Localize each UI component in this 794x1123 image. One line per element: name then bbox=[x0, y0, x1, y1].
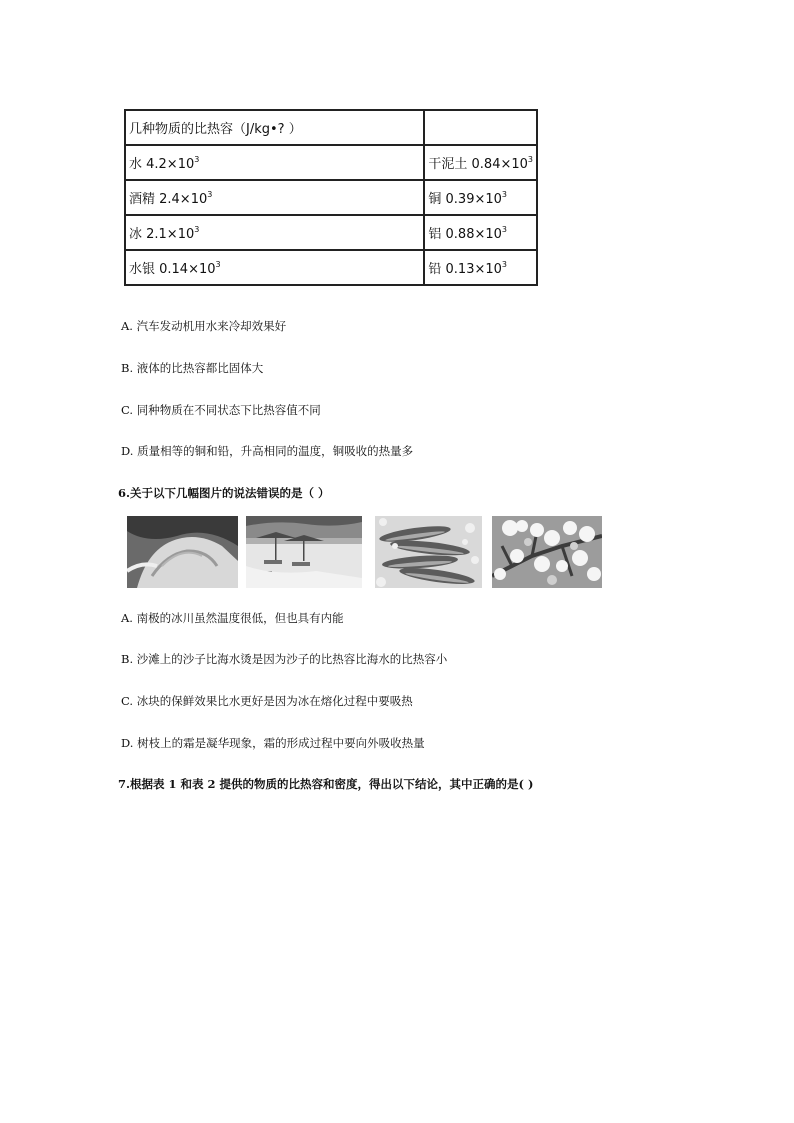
specific-heat-table bbox=[124, 109, 538, 286]
cell-exponent: 3 bbox=[501, 225, 507, 234]
cell-text: 冰 2.1×10 bbox=[129, 227, 195, 242]
q5-option-d: D. 质量相等的铜和铅，升高相同的温度，铜吸收的热量多 bbox=[121, 444, 414, 458]
table-row bbox=[125, 180, 537, 215]
q6-option-b: B. 沙滩上的沙子比海水烫是因为沙子的比热容比海水的比热容小 bbox=[121, 652, 448, 666]
q6-option-c: C. 冰块的保鲜效果比水更好是因为冰在熔化过程中要吸热 bbox=[121, 694, 413, 708]
cell-exponent: 3 bbox=[194, 155, 200, 164]
fish-on-ice-photo bbox=[375, 516, 482, 588]
table-cell bbox=[424, 250, 537, 285]
cell-exponent: 3 bbox=[527, 155, 533, 164]
table-header: 几种物质的比热容（J/kg•? ） bbox=[125, 110, 424, 145]
table-cell bbox=[125, 180, 424, 215]
q6-stem: 6.关于以下几幅图片的说法错误的是（ ） bbox=[118, 486, 330, 500]
beach-photo bbox=[246, 516, 362, 588]
cell-text: 铜 0.39×10 bbox=[428, 192, 502, 207]
q5-option-a: A. 汽车发动机用水来冷却效果好 bbox=[121, 319, 287, 333]
cell-exponent: 3 bbox=[501, 260, 507, 269]
q5-option-b: B. 液体的比热容都比固体大 bbox=[121, 361, 264, 375]
table-cell bbox=[125, 215, 424, 250]
table-cell bbox=[125, 145, 424, 180]
cell-text: 铝 0.88×10 bbox=[428, 227, 502, 242]
table-header-empty-cell bbox=[424, 110, 537, 145]
table-row bbox=[125, 145, 537, 180]
cell-text: 酒精 2.4×10 bbox=[129, 192, 208, 207]
cell-exponent: 3 bbox=[501, 190, 507, 199]
cell-text: 干泥土 0.84×10 bbox=[428, 157, 528, 172]
cell-exponent: 3 bbox=[194, 225, 200, 234]
table-header-row bbox=[125, 110, 537, 145]
table-row bbox=[125, 250, 537, 285]
cell-text: 水银 0.14×10 bbox=[129, 262, 216, 277]
table-cell bbox=[424, 145, 537, 180]
q6-option-d: D. 树枝上的霜是凝华现象，霜的形成过程中要向外吸收热量 bbox=[121, 736, 425, 750]
cell-text: 铅 0.13×10 bbox=[428, 262, 502, 277]
table-cell bbox=[424, 215, 537, 250]
q6-option-a: A. 南极的冰川虽然温度很低，但也具有内能 bbox=[121, 611, 344, 625]
table-cell bbox=[125, 250, 424, 285]
frost-branch-photo bbox=[492, 516, 602, 588]
cell-exponent: 3 bbox=[207, 190, 213, 199]
table-row bbox=[125, 215, 537, 250]
cell-exponent: 3 bbox=[215, 260, 221, 269]
cell-text: 水 4.2×10 bbox=[129, 157, 195, 172]
glacier-photo bbox=[127, 516, 238, 588]
q5-option-c: C. 同种物质在不同状态下比热容值不同 bbox=[121, 403, 321, 417]
table-cell bbox=[424, 180, 537, 215]
q7-stem: 7.根据表 1 和表 2 提供的物质的比热容和密度，得出以下结论，其中正确的是( ) bbox=[118, 777, 534, 791]
